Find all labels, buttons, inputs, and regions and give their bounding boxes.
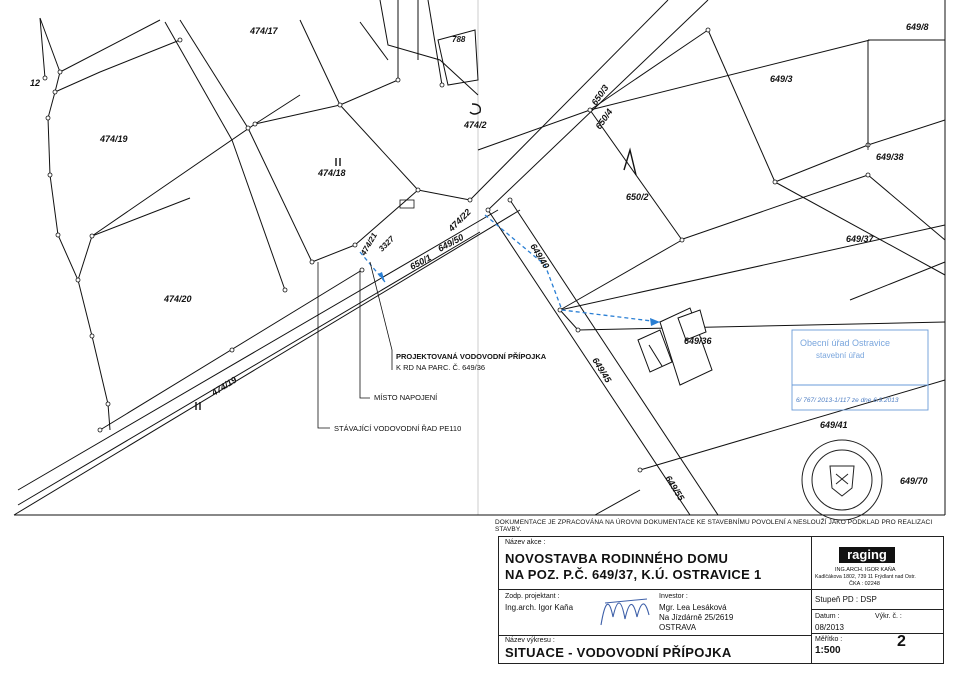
- parcel-649-38: 649/38: [876, 152, 904, 162]
- stamp-line-2: stavební úřad: [816, 351, 865, 360]
- parcel-12: 12: [30, 78, 41, 88]
- parcel-474-17: 474/17: [250, 26, 278, 36]
- firm-name: ING.ARCH. IGOR KAŇA: [835, 567, 896, 573]
- firm-address: Kadlčákova 1802, 739 11 Frýdlant nad Ostr.: [815, 574, 916, 580]
- stamp-line-1: Obecní úřad Ostravice: [800, 338, 891, 348]
- scale-value: 1:500: [815, 645, 841, 656]
- designer-name: Ing.arch. Igor Kaňa: [505, 603, 574, 612]
- investor-city: OSTRAVA: [659, 623, 697, 632]
- investor-name: Mgr. Lea Lesáková: [659, 603, 727, 612]
- investor-label: Investor :: [659, 593, 688, 600]
- existing-main-label: STÁVAJÍCÍ VODOVODNÍ ŘAD PE110: [334, 424, 462, 433]
- parcel-649-3: 649/3: [770, 74, 793, 84]
- parcel-650-3: 650/3: [589, 82, 611, 108]
- date-label: Datum :: [815, 613, 840, 620]
- drawing-number-label: Výkr. č. :: [875, 613, 902, 620]
- signature: [595, 591, 655, 631]
- drawing-title: SITUACE - VODOVODNÍ PŘÍPOJKA: [505, 645, 732, 660]
- firm-logo: raging: [839, 547, 895, 563]
- parcel-649-50: 649/50: [436, 232, 466, 254]
- drawing-title-label: Název výkresu :: [505, 637, 555, 644]
- parcel-474-19b: 474/19: [209, 374, 239, 398]
- parcel-474-20: 474/20: [164, 294, 192, 304]
- parcel-649-37: 649/37: [846, 234, 874, 244]
- stamp-number: 6/ 767/ 2013-1/117 ze dne 6.9.2013: [796, 397, 899, 404]
- parcel-649-70: 649/70: [900, 476, 928, 486]
- connection-point-label: MÍSTO NAPOJENÍ: [374, 393, 438, 402]
- investor-street: Na Jízdárně 25/2619: [659, 613, 734, 622]
- parcel-650-4: 650/4: [593, 106, 615, 132]
- documentation-note: DOKUMENTACE JE ZPRACOVÁNA NA ÚROVNI DOKUMENTACE KE STAVEBNÍMU POVOLENÍ A NESLOUŽÍ JAKO PODKLAD PRO REALIZACI STAVBY.: [495, 519, 933, 533]
- action-title-2: NA POZ. P.Č. 649/37, K.Ú. OSTRAVICE 1: [505, 567, 762, 582]
- parcel-788: 788: [452, 35, 466, 44]
- parcel-650-1: 650/1: [408, 252, 433, 272]
- date-value: 08/2013: [815, 623, 844, 632]
- parcel-474-2: 474/2: [464, 120, 487, 130]
- parcel-650-2: 650/2: [626, 192, 649, 202]
- parcel-649-40: 649/40: [528, 241, 552, 271]
- parcel-649-41: 649/41: [820, 420, 848, 430]
- action-label: Název akce :: [505, 539, 546, 546]
- scale-label: Měřítko :: [815, 636, 843, 643]
- connection-label-1: PROJEKTOVANÁ VODOVODNÍ PŘÍPOJKA: [396, 352, 547, 361]
- project-stage: Stupeň PD : DSP: [815, 595, 877, 604]
- parcel-474-19a: 474/19: [100, 134, 128, 144]
- parcel-649-36: 649/36: [684, 336, 712, 346]
- connection-label-2: K RD NA PARC. Č. 649/36: [396, 363, 486, 372]
- parcel-649-8: 649/8: [906, 22, 929, 32]
- parcel-649-55: 649/55: [663, 473, 687, 503]
- parcel-649-45: 649/45: [590, 355, 614, 385]
- parcel-474-22: 474/22: [446, 206, 473, 234]
- parcel-474-21: 474/21: [358, 231, 379, 257]
- action-title-1: NOVOSTAVBA RODINNÉHO DOMU: [505, 551, 729, 566]
- firm-cka: ČKA : 02248: [849, 581, 880, 587]
- designer-label: Zodp. projektant :: [505, 593, 560, 600]
- parcel-474-18: 474/18: [318, 168, 346, 178]
- drawing-number: 2: [897, 633, 906, 650]
- parcel-3327: 3327: [377, 234, 396, 254]
- title-block: [498, 536, 944, 664]
